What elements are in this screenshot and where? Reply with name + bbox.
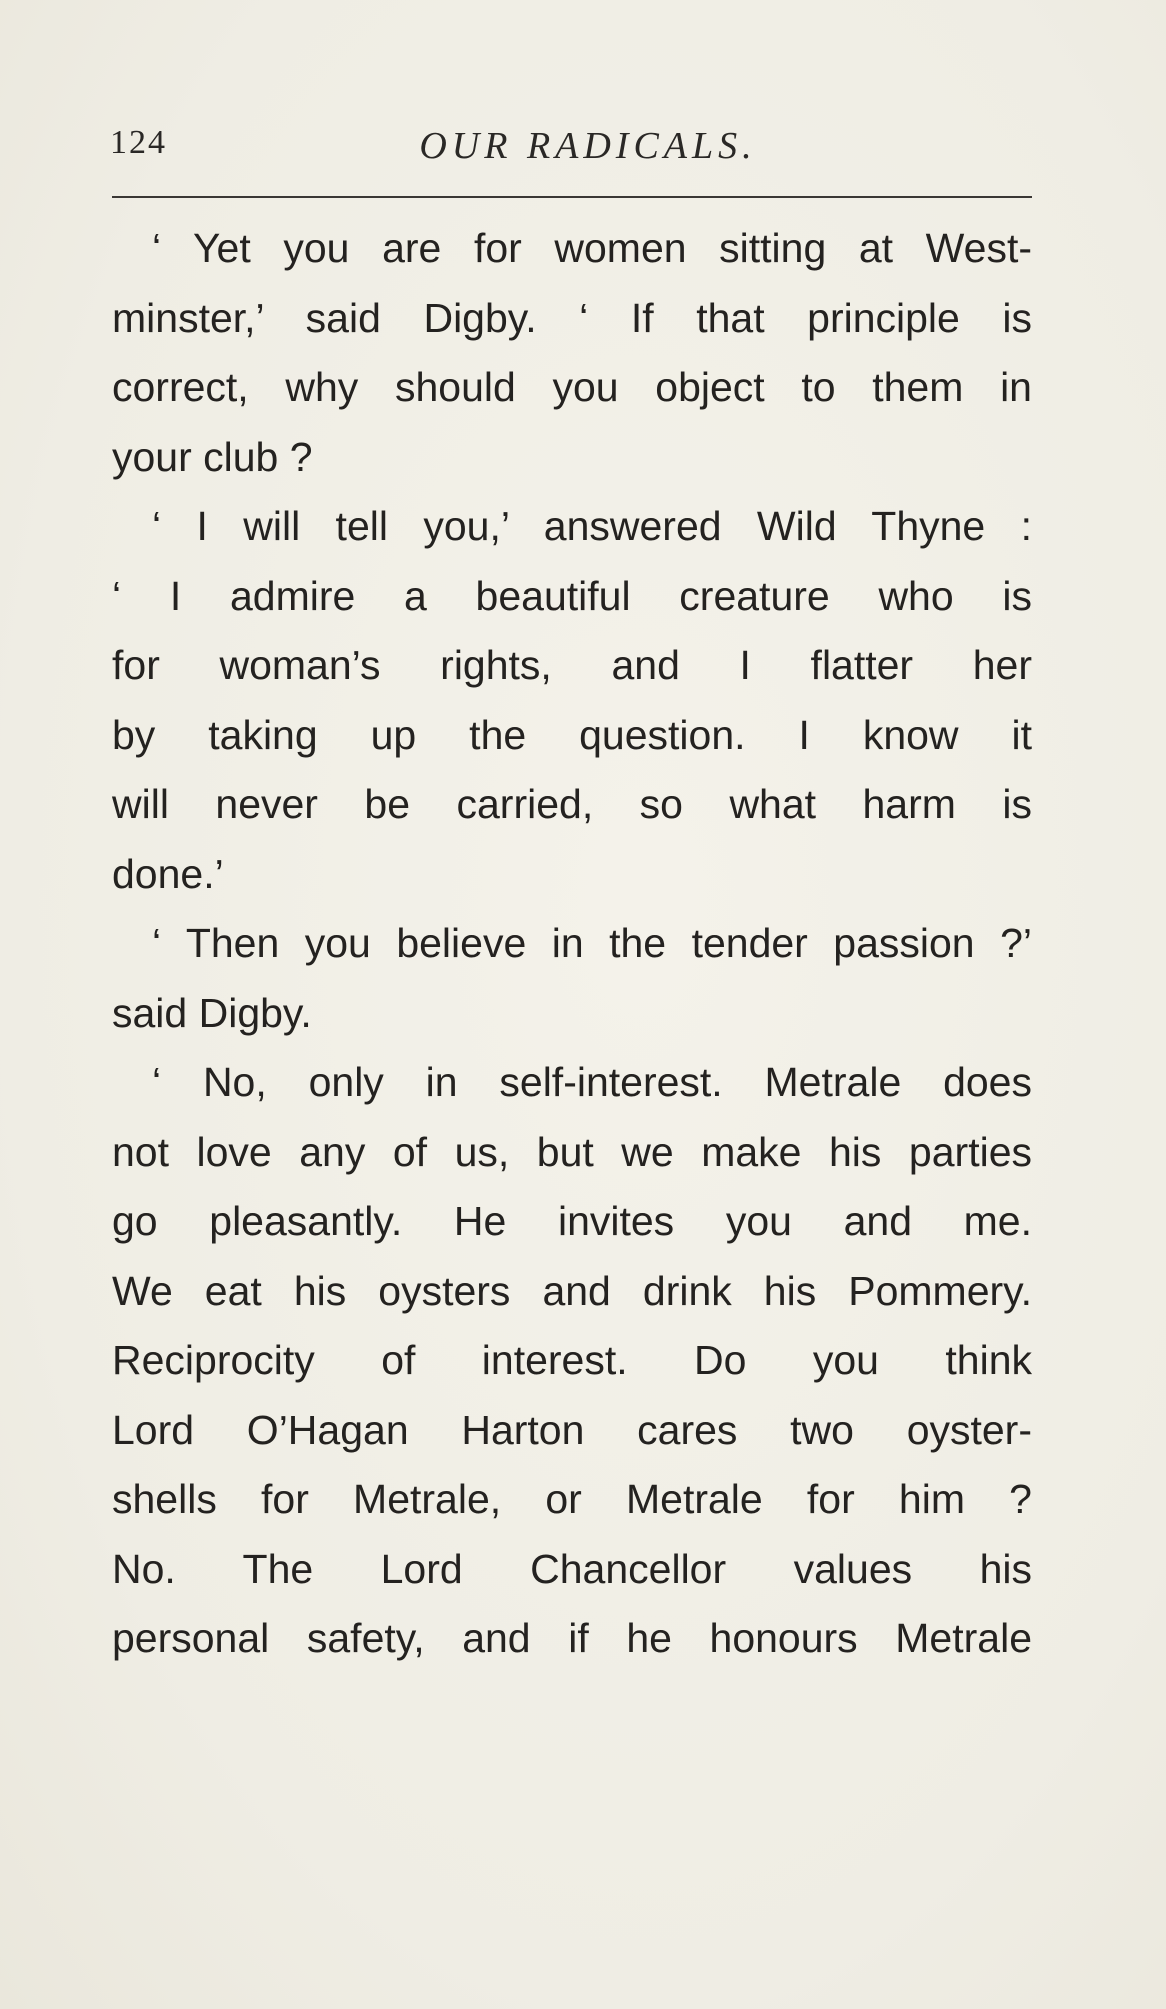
text-line: shells for Metrale, or Metrale for him ? (112, 1476, 1032, 1522)
text-line: ‘ Then you believe in the tender passion ?’ (152, 920, 1032, 966)
page-number: 124 (110, 124, 167, 161)
text-line: correct, why should you object to them in (112, 364, 1032, 410)
text-line: We eat his oysters and drink his Pommery. (112, 1267, 1032, 1314)
text-line: ‘ No, only in self-interest. Metrale does (152, 1059, 1032, 1105)
text-line: by taking up the question. I know it (112, 711, 1032, 758)
body-text (112, 214, 1032, 1674)
header-rule (112, 196, 1032, 198)
text-line: Reciprocity of interest. Do you think (112, 1337, 1032, 1383)
text-line: your club ? (112, 433, 313, 480)
text-line: said Digby. (112, 989, 312, 1036)
text-line: done.’ (112, 850, 224, 897)
text-line: No. The Lord Chancellor values his (112, 1545, 1032, 1592)
text-line: for woman’s rights, and I flatter her (112, 642, 1032, 688)
text-line: minster,’ said Digby. ‘ If that principle is (112, 294, 1032, 341)
text-line: will never be carried, so what harm is (112, 781, 1032, 827)
text-line: ‘ I admire a beautiful creature who is (112, 572, 1032, 619)
text-line: ‘ I will tell you,’ answered Wild Thyne : (152, 503, 1032, 549)
text-line: Lord O’Hagan Harton cares two oyster- (112, 1406, 1032, 1453)
text-line: not love any of us, but we make his parties (112, 1128, 1032, 1175)
running-title: OUR RADICALS. (419, 125, 757, 167)
text-line: go pleasantly. He invites you and me. (112, 1198, 1032, 1244)
text-line: ‘ Yet you are for women sitting at West- (152, 225, 1032, 271)
text-line: personal safety, and if he honours Metrale (112, 1615, 1032, 1661)
running-head (0, 124, 1166, 174)
